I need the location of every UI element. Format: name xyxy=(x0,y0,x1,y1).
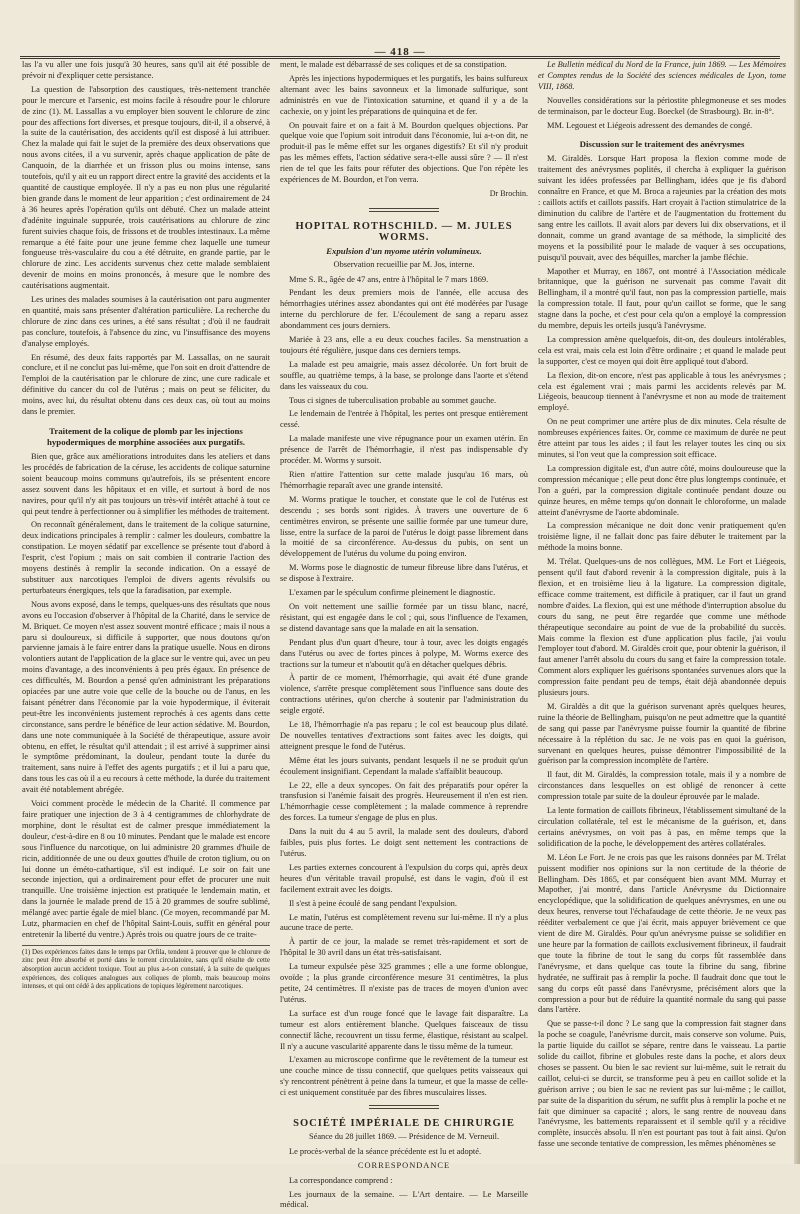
paragraph: Les parties externes concourent à l'expulsion du corps qui, après deux heures d'un véritable travail propulsé, est dans le vagin, d'où il est facilement extrait avec les doigts. xyxy=(280,862,528,894)
paragraph: La malade manifeste une vive répugnance pour un examen utérin. En présence de l'arrêt de l'hémorrhagie, il n'est pas indispensable d'y procéder. M. Worms y sursoit. xyxy=(280,434,528,466)
paragraph: Les urines des malades soumises à la cautérisation ont paru augmenter en quantité, mais sans présenter d'altération particulière. La recherche du chlorure de zinc dans ces urines, a été sans résultat ; d'où il ne faudrait pas conclure, toutefois, à l'absence du zinc, vu l'insuffisance des moyens d'analyse employés. xyxy=(22,295,270,348)
hopital-title: HOPITAL ROTHSCHILD. — M. JULES WORMS. xyxy=(295,220,513,243)
paragraph: M. Worms pratique le toucher, et constate que le col de l'utérus est descendu ; ses bords sont rigides. À travers une ouverture de 6 centimètres environ, se présente une saillie formée par une tumeur dure, lisse, entre la surface de la paroi de l'utérus le doigt passe librement dans la moitié de sa circonférence. Au-dessus du pubis, on sent un développement de l'utérus du volume du poing environ. xyxy=(280,494,528,559)
paragraph: La compression mécanique ne doit donc venir pratiquement qu'en troisième ligne, il ne fallait donc pas faire débuter le traitement par la méthode la moins bonne. xyxy=(538,521,786,553)
paragraph: Mapother et Murray, en 1867, ont montré à l'Association médicale britannique, que la guérison ne survenait pas comme l'avait dit Bellingham, il a montré qu'il faut, non pas la compression partielle, mais la compression totale. Il faut, pour qu'un caillot se forme, que le sang stagne dans la poche, et c'est pour cela qu'on a employé la compression du membre, depuis les orteils jusqu'à l'anévrysme. xyxy=(538,266,786,331)
paragraph: Voici comment procède le médecin de la Charité. Il commence par faire pratiquer une injection de 3 à 4 centigrammes de chlorhydrate de morphine, dont le résultat est de calmer presque immédiatement la douleur, c'est-à-dire en 8 ou 10 minutes. Pendant que le malade est encore sous l'influence du narcotique, on lui administre 20 grammes d'huile de ricin, additionnée de une ou deux gouttes d'huile de croton tiglium, ou on lui donne un éméto-cathartique, s'il est indiqué. Le soir on fait une seconde injection, qui a ordinairement pour effet de procurer une nuit tranquille. Une troisième injection est pratiquée le lendemain matin, et dans la journée le malade prend de 15 à 20 grammes de soufre sublimé, mélangé avec partie égale de miel blanc. (Ce moyen, recommandé par M. Lutz, pharmacien en chef de l'hôpital Saint-Louis, suffit en général pour entretenir la liberté du ventre.) Après trois ou quatre jours de ce traite- xyxy=(22,799,270,939)
paragraph: Pendant les deux premiers mois de l'année, elle accusa des hémorrhagies utérines assez abondantes qui ont été modérées par l'usage interne du perchlorure de fer. L'écoulement de sang a reparu assez abondamment ces jours derniers. xyxy=(280,288,528,331)
paragraph: La malade est peu amaigrie, mais assez décolorée. Un fort bruit de souffle, au quatrième temps, à la base, se prolonge dans l'aorte et s'étend dans les vaisseaux du cou. xyxy=(280,359,528,391)
paragraph: las l'a vu aller une fois jusqu'à 30 heures, sans qu'il ait été possible de prévoir ni d'expliquer cette persistance. xyxy=(22,60,270,80)
paragraph: Le 18, l'hémorrhagie n'a pas reparu ; le col est beaucoup plus dilaté. De nouvelles tentatives d'extractions sont faites avec les doigts, qui atteignent presque le fond de l'utérus. xyxy=(280,720,528,751)
page-binding-edge xyxy=(794,0,800,1164)
paragraph: La tumeur expulsée pèse 325 grammes ; elle a une forme oblongue, ovoïde ; la plus grande circonférence mesure 31 centimètres, la plus petite, 24 centimètres. Il n'existe pas de traces de moyen d'union avec l'utérus. xyxy=(280,962,528,1004)
paragraph: Le matin, l'utérus est complètement revenu sur lui-même. Il n'y a plus aucune trace de perte. xyxy=(280,912,528,933)
paragraph: Le lendemain de l'entrée à l'hôpital, les pertes ont presque entièrement cessé. xyxy=(280,409,528,430)
paragraph: M. Léon Le Fort. Je ne crois pas que les raisons données par M. Trélat puissent modifier nos opinions sur la non certitude de la théorie de Bellingham. Dès 1865, et par conséquent bien avant MM. Murray et Mapother, j'ai montré, dans l'article Anévrysme du Dictionnaire encyclopédique, que la solidification de quelques anévrysmes, en une ou deux heures, renverse tout l'échafaudage de cette théorie. Je ne veux pas rééditer verbalement ce que j'ai écrit, mais appuyer brièvement ce que vient de dire M. Giraldès. Pour qu'un anévrysme puisse se solidifier en une heure par la formation de caillots exclusivement fibrineux, il faudrait que toute la fibrine de tout le sang du corps fût rassemblée dans l'anévrysme, et dans quelque cas toute la fibrine du sang, fibrine hydratée, ne suffirait pas à remplir la poche. Il faudrait donc que tout le sang du corps eût passé dans l'anévrysme, précisément alors que la compression a pour but de réduire la quantité normale du sang qui passe dans l'artère. xyxy=(538,852,786,1015)
paragraph: L'examen par le spéculum confirme pleinement le diagnostic. xyxy=(289,588,496,598)
paragraph: Il s'est à peine écoulé de sang pendant l'expulsion. xyxy=(289,898,457,908)
paragraph: Mme S. R., âgée de 47 ans, entre à l'hôpital le 7 mars 1869. xyxy=(289,274,489,284)
paragraph: Pendant plus d'un quart d'heure, tour à tour, avec les doigts engagés dans l'utérus ou avec de fortes pinces à polype, M. Worms exerce des tractions sur la tumeur et n'aboutit qu'à en détacher quelques débris. xyxy=(280,637,528,669)
section-title-anevrysmes: Discussion sur le traitement des anévrysmes xyxy=(579,139,745,150)
paragraph: L'examen au microscope confirme que le revêtement de la tumeur est une couche mince de tissu connectif, que quelques petits vaisseaux qui s'y rencontrent pénètrent à peine dans la tumeur, et que la masse de celle-ci est uniquement constituée par des fibres musculaires lisses. xyxy=(280,1055,528,1098)
hopital-subtitle: Expulsion d'un myome utérin volumineux. xyxy=(326,245,482,256)
signature: Dr Brochin. xyxy=(489,188,528,198)
paragraph: Dans la nuit du 4 au 5 avril, la malade sent des douleurs, d'abord faibles, puis plus fortes. Le doigt sent nettement les contractions de l'utérus. xyxy=(280,827,528,858)
paragraph: En résumé, des deux faits rapportés par M. Lassallas, on ne saurait conclure, et il ne conclut pas lui-même, que l'on soit en droit d'attendre de l'emploi de la cautérisation par le chlorure de zinc, une cure radicale et définitive du cancer du col de l'utérus ; mais on peut se féliciter, du moins, avec lui, du résultat obtenu dans ces deux cas, où tout au moins dans le premier. xyxy=(22,352,270,417)
paragraph: M. Trélat. Quelques-uns de nos collègues, MM. Le Fort et Liégeois, pensent qu'il faut d'abord revenir à la compression digitale, puis à la flexion, et en troisième lieu à la ligature. La compression digitale, efficace comme traitement, est difficile à pratiquer, car il faut un grand nombre d'aides. La flexion, qui est une méthode d'interruption absolue du cours du sang, ne peut être regardée que comme une méthode thérapeutique secondaire au point de vue de la probabilité du succès. Mais comme la flexion est d'une application plus facile, j'ai voulu l'employer tout d'abord. M. Giraldès croit que, pour obtenir la guérison, il faut amener l'arrêt absolu du cours du sang et faire la compression totale. Comment alors expliquer les guérisons spontanées survenues alors que la compression faite pendant peu de temps, était déjà abandonnée depuis plusieurs jours. xyxy=(538,557,786,698)
paragraph: Nous avons exposé, dans le temps, quelques-uns des résultats que nous avons eu l'occasion d'observer à l'hôpital de la Charité, dans le service de M. Briquet. Ce moyen n'est assez souvent montré efficace ; mais il nous a paru si douloureux, si difficile à supporter, que nous doutons qu'on parvienne jamais à le faire entrer dans la pratique usuelle. Nous en dirons volontiers autant de l'application de la glace sur le ventre qui, avec un peu moins d'avantage, a des inconvénients à peu près égaux. En présence de ces difficultés, M. Bourdon a pensé qu'en administrant les préparations opiacées par une autre voie que celle de la bouche ou de l'anus, en les faisant pénétrer dans l'économie par la voie hypodermique, il éviterait peut-être les inconvénients justement reprochés à ces agents dans cette circonstance, sans perdre le bénéfice de leur action sédative. M. Bourdon, dans une note communiquée à la Société de thérapeutique, assure avoir obtenu, en effet, le résultat qu'il attendait ; il est arrivé à supprimer ainsi le symptôme prédominant, la douleur, pendant toute la durée du traitement, sans nuire à l'effet des agents purgatifs ; et il lui a paru que, dans tous les cas où il a eu recours à cette méthode, la durée du traitement avait été notablement abrégée. xyxy=(22,599,270,795)
paragraph: Bien que, grâce aux améliorations introduites dans les ateliers et dans les procédés de fabrication de la céruse, les accidents de colique saturnine soient beaucoup moins communs qu'autrefois, ils se présentent encore assez souvent dans les hôpitaux et en ville, et surtout à bord de nos navires, pour qu'il n'y ait pas toujours un très-vif intérêt attaché à tout ce qui peut tendre à perfectionner ou à simplifier les méthodes de traitement. xyxy=(22,452,270,516)
paragraph: Il faut, dit M. Giraldès, la compression totale, mais il y a nombre de circonstances dans lesquelles on est obligé de renoncer à cette compression totale par suite de la douleur éprouvée par le malade. xyxy=(538,770,786,802)
paragraph: Le 22, elle a deux syncopes. On fait des préparatifs pour opérer la transfusion si l'anémie faisait des progrès. Heureusement il n'en est rien. L'hémorrhagie cesse complètement ; la malade commence à reprendre des forces. La tumeur s'engage de plus en plus. xyxy=(280,780,528,823)
paragraph: Mariée à 23 ans, elle a eu deux couches faciles. Sa menstruation a toujours été régulière, jusque dans ces derniers temps. xyxy=(280,335,528,355)
paragraph: On reconnaît généralement, dans le traitement de la colique saturnine, deux indications principales à remplir : calmer les douleurs, combattre la constipation. Le moyen sédatif par excellence se présente tout d'abord à l'esprit, c'est l'opium ; mais on sait combien il contrarie l'action des moyens destinés à remplir la seconde indication. On a essayé de substituer aux narcotiques l'emploi de divers agents révulsifs ou perturbateurs énergiques, tels que la faradisation, par exemple. xyxy=(22,520,270,595)
society-session: Séance du 28 juillet 1869. — Présidence de M. Verneuil. xyxy=(308,1131,500,1141)
separator-rule xyxy=(280,206,528,214)
paragraph: Rien n'attire l'attention sur cette malade jusqu'au 16 mars, où l'hémorrhagie reparaît avec une grande intensité. xyxy=(280,470,528,490)
paragraph: La compression amène quelquefois, dit-on, des douleurs intolérables, cela est vrai, mais cela est loin d'être ordinaire ; et quand le malade peut la supporter, c'est ce moyen qui doit être appliqué tout d'abord. xyxy=(538,334,786,366)
paragraph: Les journaux de la semaine. — L'Art dentaire. — Le Marseille médical. xyxy=(280,1189,528,1210)
paragraph: À partir de ce moment, l'hémorrhagie, qui avait été d'une grande violence, s'arrête presque complètement sous l'influence sans doute des contractions utérines, qu'on cherche à soutenir par l'administration du seigle ergoté. xyxy=(280,673,528,716)
separator-rule xyxy=(280,1103,528,1111)
paragraph: La flexion, dit-on encore, n'est pas applicable à tous les anévrysmes ; cela est également vrai ; mais parmi les accidents relevés par M. Liégeois, beaucoup tiennent à l'anévrysme et non au mode de traitement employé. xyxy=(538,370,786,413)
paragraph: Que se passe-t-il donc ? Le sang que la compression fait stagner dans la poche se coagule, l'anévrisme durcit, mais conserve son volume. Puis, la partie liquide du caillot se sépare, rentre dans le vaisseau. La partie solide du caillot, fibrine et globules reste dans la poche, et alors deux choses se passent. Ou bien le sac revient sur lui-même, suit le retrait du caillot, celui-ci se durcit, se transforme peu à peu en caillot solide et la guérison arrive ; ou bien le sac ne revient pas sur lui-même ; le caillot, par suite de la disparition du sérum, ne suffit plus à remplir la poche et ne fait que diminuer sa capacité ; alors, le sang rentre de nouveau dans l'anévrysme, les battements reparaissent et il semble qu'il y a récidive complète, insuccès absolu. Il n'en est pourtant pas tout à fait ainsi. Qu'on fasse une seconde tentative de compression, les mêmes phénomènes se xyxy=(538,1019,786,1149)
paragraph: ment, le malade est débarrassé de ses coliques et de sa constipation. xyxy=(280,60,507,69)
paragraph: On ne peut comprimer une artère plus de dix minutes. Cela résulte de nombreuses expériences faites. Or, comme ce maximum de durée ne peut être atteint par tous les aides ; il faut les relayer toutes les cinq ou six minutes, si l'on veut que la compression soit efficace. xyxy=(538,417,786,459)
page-number: — 418 — xyxy=(374,46,426,58)
paragraph: MM. Legouest et Liégeois adressent des demandes de congé. xyxy=(547,120,753,130)
paragraph: Le Bulletin médical du Nord de la France, juin 1869. — Les Mémoires et Comptes rendus de la Société des sciences médicales de Lyon, tome VIII, 1868. xyxy=(538,60,786,91)
column-3 xyxy=(538,60,786,1214)
hopital-note: Observation recueillie par M. Jos, interne. xyxy=(333,259,475,269)
column-2 xyxy=(280,60,528,1214)
page-header xyxy=(20,26,780,59)
text-columns xyxy=(22,60,786,1210)
paragraph: Nouvelles considérations sur la périostite phlegmoneuse et ses modes de terminaison, par le docteur Eug. Boeckel (de Strasbourg). Br. in-8°. xyxy=(538,95,786,116)
paragraph: La correspondance comprend : xyxy=(289,1175,393,1185)
paragraph: La compression digitale est, d'un autre côté, moins douloureuse que la compression mécanique ; elle peut donc être plus longtemps continuée, et l'on a guéri, par la compression digitale continuée pendant douze ou quinze heures, en même temps qu'on donnait le chloroforme, un malade atteint d'anévrysme de l'aorte abdominale. xyxy=(538,463,786,517)
paragraph: On voit nettement une saillie formée par un tissu blanc, nacré, résistant, qui est engagée dans le col ; qui, sous l'influence de l'examen, se distend davantage sans que la malade en ait la sensation. xyxy=(280,601,528,633)
paragraph: M. Giraldès. Lorsque Hart proposa la flexion comme mode de traitement des anévrysmes poplités, il chercha à expliquer la guérison suivant les idées professées par Bellingham, idées que je fis d'abord connaître en France, et que M. Broca a rajeunies par la création des mots : caillots actifs et caillots passifs. Hart croyait à l'action stimulatrice de la diminution du calibre de l'artère et de l'augmentation du frottement du sang entre les caillots. Il avait alors par devers lui dix observations, et il donnait, comme un grand avantage de sa méthode, la simplicité des moyens et la possibilité pour le malade de vaquer à ses occupations, puisqu'il pouvait, avec des béquilles, marcher la jambe fléchie. xyxy=(538,154,786,262)
paragraph: On pouvait faire et on a fait à M. Bourdon quelques objections. Par quelque voie que l'opium soit introduit dans l'économie, lui a-t-on dit, ne produit-il pas le même effet sur les organes digestifs? Et s'il n'y produit pas les mêmes effets, l'action sédative sera-t-elle aussi sûre ? — Il n'est rien de tel que les faits pour réfuter des objections. Que l'on répète les expériences de M. Bourdon, et l'on verra. xyxy=(280,120,528,185)
correspondence-heading: CORRESPONDANCE xyxy=(357,1160,451,1170)
paragraph: La surface est d'un rouge foncé que le lavage fait disparaître. La tumeur est alors entièrement blanche. Quelques faisceaux de tissu connectif lâche, recouvrent un tissu ferme, élastique, résistant au scalpel. Il n'y a aucune vascularité apparente dans le tissu même de la tumeur. xyxy=(280,1008,528,1051)
column-1 xyxy=(22,60,270,1214)
paragraph: M. Worms pose le diagnostic de tumeur fibreuse libre dans l'utérus, et se dispose à l'extraire. xyxy=(280,563,528,584)
society-title: SOCIÉTÉ IMPÉRIALE DE CHIRURGIE xyxy=(293,1118,515,1130)
paragraph: M. Giraldès a dit que la guérison survenant après quelques heures, ruine la théorie de Bellingham, puisqu'on ne peut admettre que la quantité de sang qui passe par l'anévrysme puisse fournir la quantité de fibrine nécessaire à la réplétion du sac. Je ne vois pas en quoi la guérison, survenant en quelques heures, puisse démontrer l'impossibilité de la guérison par la compression incomplète de l'artère. xyxy=(538,701,786,766)
paragraph: À partir de ce jour, la malade se remet très-rapidement et sort de l'hôpital le 30 avril dans un état très-satisfaisant. xyxy=(280,937,528,958)
paragraph: Après les injections hypodermiques et les purgatifs, les bains sulfureux alternant avec les bains savonneux et la limonade sulfurique, sont administrés en vue de l'intoxication saturnine, et quand il y a de la cachexie, on y joint les préparations de quinquina et de fer. xyxy=(280,73,528,116)
footnote: (1) Des expériences faites dans le temps par Orfila, tendent à prouver que le chlorure de zinc peut être absorbé et porté dans le torrent circulatoire, sans qu'il résulte de cette absorption aucun accident toxique. Tout au plus a-t-on constaté, à la suite de quelques expériences, des coliques analogues aux coliques de plomb, mais beaucoup moins intenses, et qui ont cédé à des applications de topiques légèrement narcotiques. xyxy=(22,945,270,991)
paragraph: Même état les jours suivants, pendant lesquels il ne se produit qu'un écoulement insignifiant. Cependant la malade s'affaiblit beaucoup. xyxy=(280,755,528,776)
paragraph: La lente formation de caillots fibrineux, l'établissement simultané de la circulation collatérale, tel est le mécanisme de la guérison, et, dans certains anévrysmes, on voit pas à pas, en même temps que la solidification de la poche, le développement des artères collatérales. xyxy=(538,806,786,848)
paragraph: Le procès-verbal de la séance précédente est lu et adopté. xyxy=(289,1146,482,1156)
section-title-colique: Traitement de la colique de plomb par les injections hypodermiques de morphine associées aux purgatifs. xyxy=(47,426,245,447)
paragraph: La question de l'absorption des caustiques, très-nettement tranchée pour le mercure et l'arsenic, est moins facile à résoudre pour le chlorure de zinc (1). M. Lassallas a vu employer bien souvent le chlorure de zinc pour des affections fort diverses, et presque toujours, dit-il, il a observé, à la suite de la cautérisation, des accidents qu'il est disposé à lui attribuer. Chez la malade qui fait le sujet de la première des deux observations que nous avons citées, il a vu survenir, après chaque application de pâte de Canquoin, de la diarrhée et un frisson plus ou moins intense, sans toutefois, qu'il y ait eu un rapport direct entre la gravité des accidents et la quantité de caustique employée. Il n'y a pas eu non plus une régularité bien grande dans le moment de leur apparition ; c'est ordinairement de 24 à 36 heures après l'opération qu'ils ont débuté. Chez un malade atteint d'adénite inguinale suppurée, trois cautérisations au chlorure de zinc furent suivies chaque fois, de frissons et de troubles intestinaux. La même remarque a été faite pour une jeune femme chez laquelle une tumeur fongueuse très-vasculaire du cou a été détruite, en grande partie, par le chlorure de zinc. Les accidents survenus chez cette malade semblaient devenir de moins en moins prononcés, à mesure que le nombre des cautérisations augmentait. xyxy=(22,84,270,291)
paragraph: Tous ci signes de tuberculisation probable au sommet gauche. xyxy=(289,395,497,405)
